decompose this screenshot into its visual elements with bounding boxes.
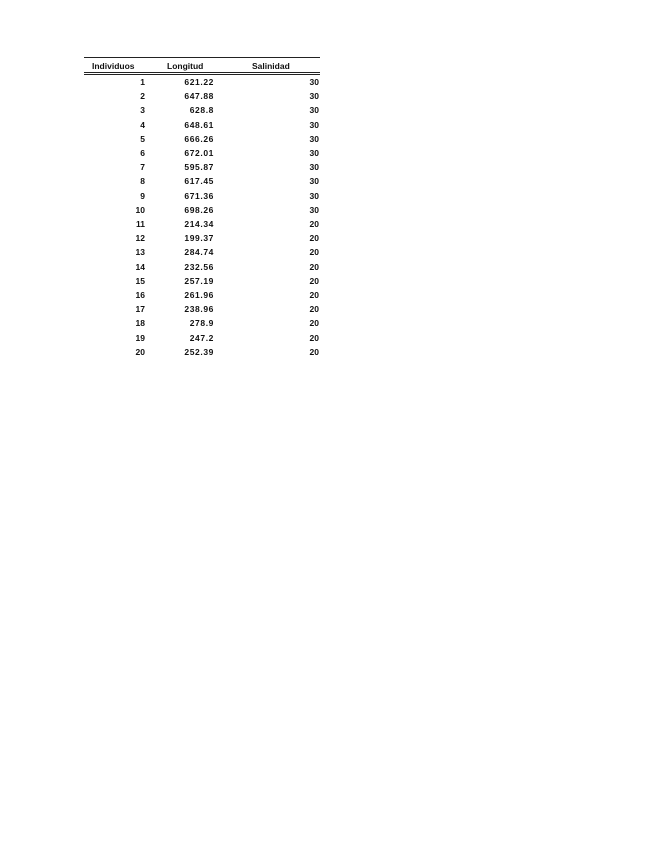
table-row	[84, 132, 320, 146]
cell-individuo: 18	[135, 318, 145, 329]
table-row	[84, 203, 320, 217]
table-row	[84, 245, 320, 259]
cell-individuo: 8	[140, 176, 145, 187]
table-row	[84, 174, 320, 188]
table-row	[84, 217, 320, 231]
cell-longitud: 672.01	[184, 148, 214, 159]
cell-salinidad: 20	[309, 233, 319, 244]
cell-individuo: 9	[140, 190, 145, 201]
cell-individuo: 15	[135, 275, 145, 286]
cell-longitud: 284.74	[184, 247, 214, 258]
cell-salinidad: 20	[309, 219, 319, 230]
cell-longitud: 617.45	[184, 176, 214, 187]
spreadsheet-region	[84, 57, 320, 359]
table-row	[84, 231, 320, 245]
table-row	[84, 146, 320, 160]
table-row	[84, 74, 320, 90]
table-row	[84, 345, 320, 359]
cell-longitud: 257.19	[184, 275, 214, 286]
cell-individuo: 12	[135, 233, 145, 244]
cell-individuo: 17	[135, 304, 145, 315]
table-row	[84, 118, 320, 132]
cell-salinidad: 20	[309, 318, 319, 329]
data-table	[84, 57, 320, 359]
header-longitud: Longitud	[148, 58, 228, 74]
cell-salinidad: 20	[309, 304, 319, 315]
cell-salinidad: 30	[309, 162, 319, 173]
cell-salinidad: 30	[309, 176, 319, 187]
cell-individuo: 13	[135, 247, 145, 258]
cell-salinidad: 30	[309, 204, 319, 215]
cell-salinidad: 20	[309, 261, 319, 272]
cell-longitud: 199.37	[184, 233, 214, 244]
table-body	[84, 74, 320, 360]
cell-longitud: 238.96	[184, 304, 214, 315]
table-row	[84, 274, 320, 288]
cell-longitud: 214.34	[184, 219, 214, 230]
table-row	[84, 316, 320, 330]
table-row	[84, 103, 320, 117]
table-row	[84, 89, 320, 103]
cell-salinidad: 20	[309, 247, 319, 258]
table-header	[84, 58, 320, 74]
table-row	[84, 160, 320, 174]
cell-individuo: 7	[140, 162, 145, 173]
cell-individuo: 19	[135, 332, 145, 343]
cell-individuo: 16	[135, 290, 145, 301]
table-row	[84, 331, 320, 345]
cell-individuo: 4	[140, 119, 145, 130]
cell-longitud: 698.26	[184, 204, 214, 215]
cell-individuo: 5	[140, 133, 145, 144]
cell-individuo: 3	[140, 105, 145, 116]
cell-salinidad: 20	[309, 346, 319, 357]
table-row	[84, 288, 320, 302]
cell-longitud: 252.39	[184, 346, 214, 357]
cell-salinidad: 30	[309, 148, 319, 159]
cell-longitud: 648.61	[184, 119, 214, 130]
table-row	[84, 189, 320, 203]
cell-individuo: 20	[135, 346, 145, 357]
cell-individuo: 6	[140, 148, 145, 159]
cell-salinidad: 30	[309, 119, 319, 130]
cell-individuo: 10	[135, 204, 145, 215]
table-row	[84, 302, 320, 316]
cell-salinidad: 30	[309, 190, 319, 201]
cell-longitud: 628.8	[189, 105, 214, 116]
cell-salinidad: 20	[309, 332, 319, 343]
cell-salinidad: 20	[309, 275, 319, 286]
cell-salinidad: 20	[309, 290, 319, 301]
cell-salinidad: 30	[309, 77, 319, 87]
cell-individuo: 11	[136, 219, 145, 230]
cell-salinidad: 30	[309, 105, 319, 116]
cell-longitud: 647.88	[184, 91, 214, 102]
cell-longitud: 247.2	[189, 332, 214, 343]
cell-longitud: 595.87	[184, 162, 214, 173]
cell-longitud: 278.9	[189, 318, 214, 329]
header-individuos: Individuos	[84, 58, 148, 74]
cell-longitud: 232.56	[184, 261, 214, 272]
table-row	[84, 260, 320, 274]
cell-individuo: 1	[140, 77, 145, 87]
header-salinidad: Salinidad	[228, 58, 320, 74]
cell-longitud: 671.36	[184, 190, 214, 201]
cell-longitud: 666.26	[184, 133, 214, 144]
header-row	[84, 58, 320, 74]
cell-individuo: 2	[140, 91, 145, 102]
cell-salinidad: 30	[309, 91, 319, 102]
cell-salinidad: 30	[309, 133, 319, 144]
cell-longitud: 261.96	[184, 290, 214, 301]
cell-longitud: 621.22	[184, 77, 214, 87]
cell-individuo: 14	[135, 261, 145, 272]
